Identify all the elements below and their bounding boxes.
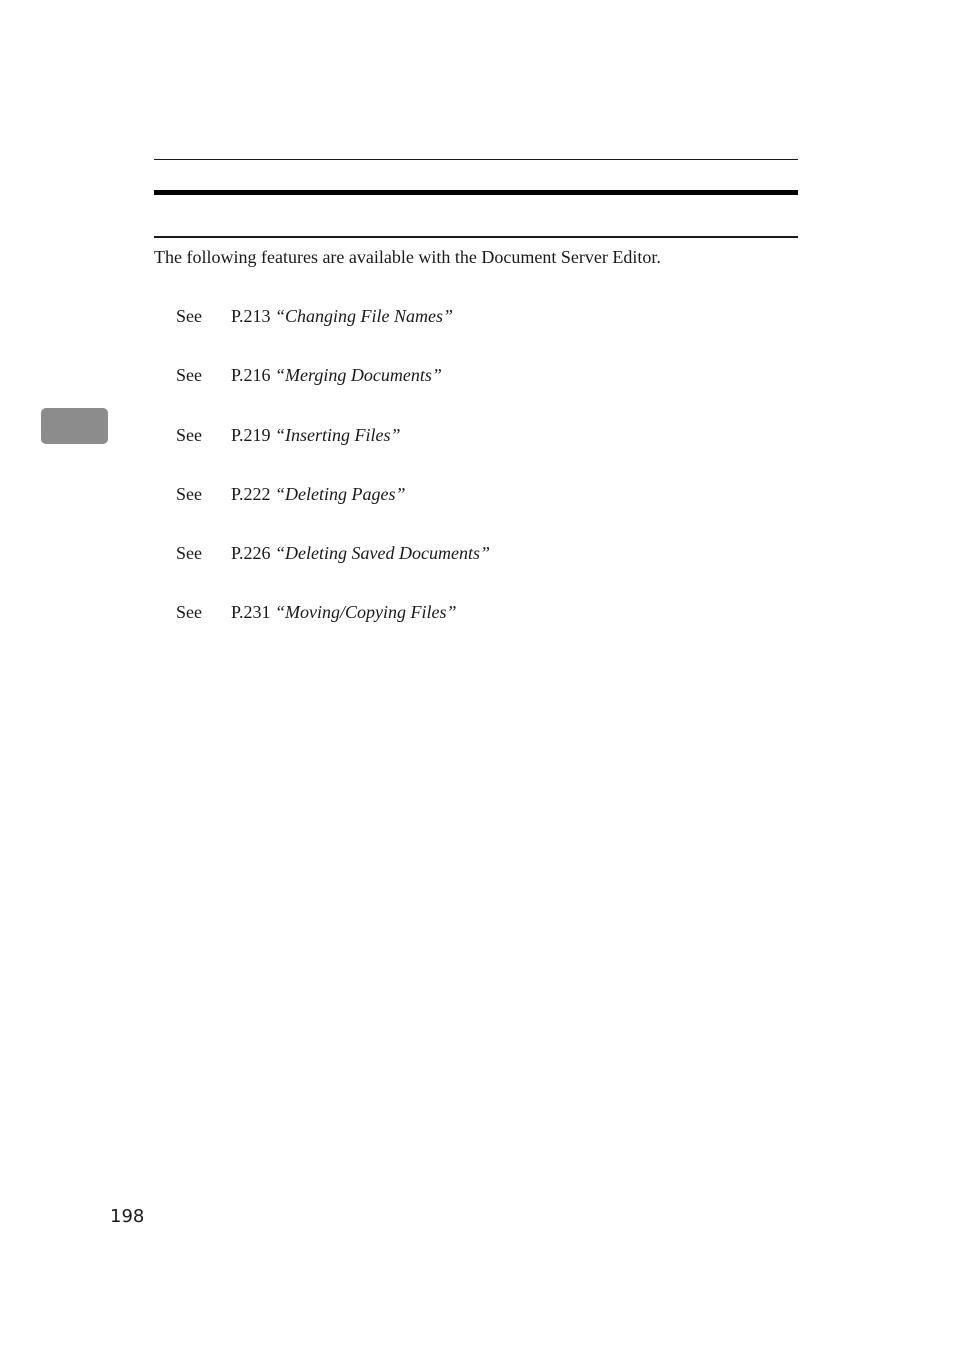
page-ref: P.222 xyxy=(231,483,271,504)
section-rule xyxy=(154,236,798,238)
page-ref: P.231 xyxy=(231,602,271,623)
ref-title: “Changing File Names” xyxy=(275,306,454,326)
page-reference-link[interactable] xyxy=(231,541,490,565)
page-ref: P.219 xyxy=(231,424,271,445)
page-reference-link[interactable] xyxy=(231,304,453,328)
ref-title: “Merging Documents” xyxy=(275,365,442,386)
chapter-tab-marker xyxy=(41,408,108,444)
ref-title: “Deleting Pages” xyxy=(275,483,406,504)
page-number: 198 xyxy=(110,1206,145,1227)
page-ref: P.213 xyxy=(231,306,271,326)
see-label: See xyxy=(176,483,202,504)
see-label: See xyxy=(176,365,202,386)
ref-title: “Deleting Saved Documents” xyxy=(275,543,490,564)
ref-title: “Inserting Files” xyxy=(275,424,401,445)
intro-paragraph: The following features are available with the Document Server Editor. xyxy=(154,247,661,267)
see-label: See xyxy=(176,306,202,326)
header-rule-top xyxy=(154,159,798,160)
page-ref: P.226 xyxy=(231,543,271,564)
see-label: See xyxy=(176,543,202,564)
header-rule-thick xyxy=(154,190,798,195)
see-label: See xyxy=(176,424,202,445)
page-reference-link[interactable] xyxy=(231,423,401,447)
page-reference-link[interactable] xyxy=(231,600,457,624)
page-reference-link[interactable] xyxy=(231,363,442,387)
page-reference-link[interactable] xyxy=(231,482,406,506)
see-label: See xyxy=(176,602,202,623)
ref-title: “Moving/Copying Files” xyxy=(275,602,457,623)
page-ref: P.216 xyxy=(231,365,271,386)
